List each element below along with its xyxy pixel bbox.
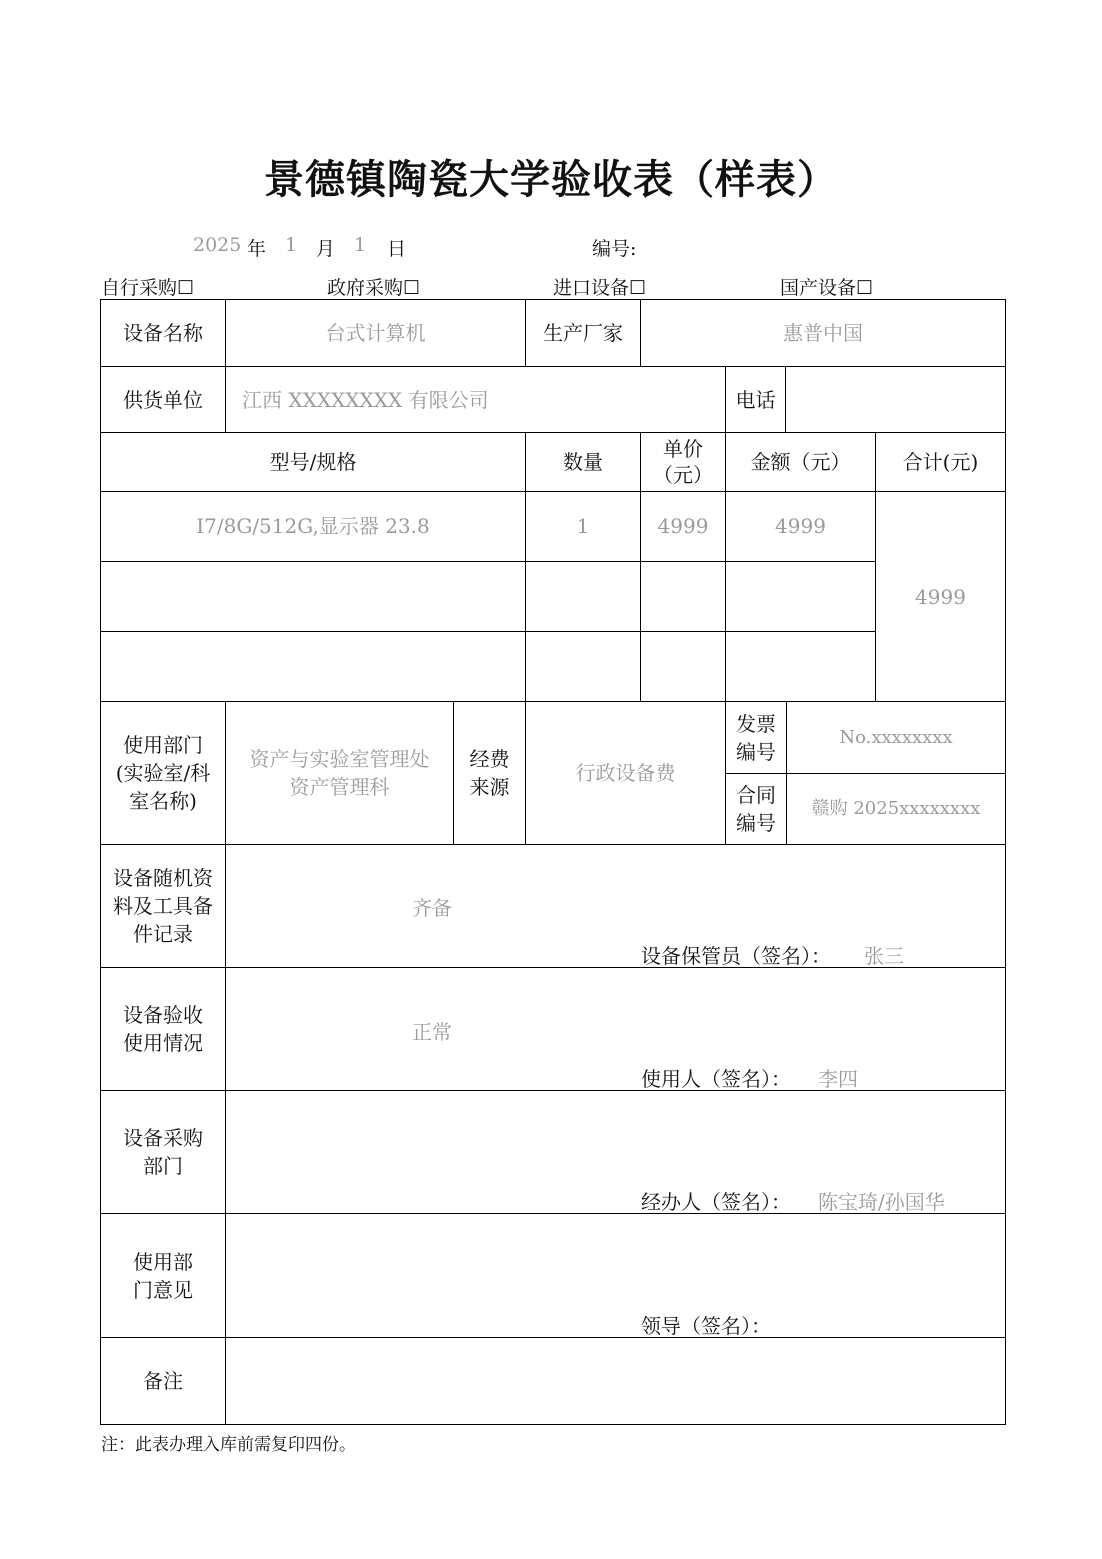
contract-number-field[interactable]: 赣购 2025xxxxxxxx — [811, 798, 981, 819]
amount-header: 金额（元） — [750, 450, 851, 474]
phone-field[interactable] — [786, 367, 1005, 432]
manufacturer-field[interactable]: 惠普中国 — [783, 321, 863, 345]
remark-field[interactable] — [226, 1338, 1005, 1424]
using-dept-field[interactable]: 资产与实验室管理处 资产管理科 — [249, 747, 430, 799]
contract-number-label: 合同 编号 — [736, 783, 776, 835]
equipment-name-field[interactable]: 台式计算机 — [325, 321, 426, 345]
invoice-number-field[interactable]: No.xxxxxxxx — [839, 726, 953, 748]
item-row-1-amount[interactable]: 4999 — [775, 514, 826, 538]
date-month-unit: 月 — [316, 238, 336, 260]
total-header: 合计(元) — [902, 450, 979, 474]
procurement-dept-label: 设备采购 部门 — [123, 1126, 203, 1178]
keeper-signature[interactable]: 张三 — [864, 944, 904, 968]
quantity-header: 数量 — [563, 450, 603, 474]
item-row-3-qty[interactable] — [526, 632, 640, 701]
handler-sign-label: 经办人（签名）： — [641, 1190, 791, 1214]
item-row-1-qty[interactable]: 1 — [576, 514, 590, 538]
date-month[interactable]: 1 — [285, 234, 298, 256]
checkbox-self-purchase[interactable]: 自行采购☐ — [101, 277, 195, 299]
supplier-label: 供货单位 — [123, 387, 203, 412]
serial-label: 编号: — [592, 238, 637, 260]
dept-opinion-label: 使用部 门意见 — [133, 1249, 193, 1302]
leader-sign-label: 领导（签名）： — [641, 1314, 771, 1338]
keeper-sign-label: 设备保管员（签名）： — [641, 944, 831, 968]
item-row-1-model[interactable]: I7/8G/512G,显示器 23.8 — [196, 514, 430, 538]
date-day[interactable]: 1 — [354, 234, 367, 256]
equipment-name-label: 设备名称 — [123, 321, 203, 345]
model-spec-header: 型号/规格 — [269, 450, 357, 474]
remark-label: 备注 — [143, 1369, 183, 1393]
invoice-number-label: 发票 编号 — [736, 711, 776, 764]
fund-source-field[interactable]: 行政设备费 — [575, 761, 676, 785]
acceptance-field[interactable]: 正常 — [412, 1020, 452, 1044]
handler-signature[interactable]: 陈宝琦/孙国华 — [818, 1190, 945, 1214]
supplier-field[interactable]: 江西 XXXXXXXX 有限公司 — [242, 387, 489, 412]
using-dept-label: 使用部门 (实验室/科 室名称) — [115, 733, 211, 813]
item-row-3-amount[interactable] — [726, 632, 875, 701]
grand-total-field[interactable]: 4999 — [915, 584, 966, 609]
fund-source-label: 经费 来源 — [469, 747, 510, 799]
item-row-2-unit-price[interactable] — [641, 562, 725, 631]
footnote: 注：此表办理入库前需复印四份。 — [101, 1435, 356, 1455]
acceptance-label: 设备验收 使用情况 — [123, 1003, 203, 1055]
date-year-unit: 年 — [247, 238, 267, 260]
item-row-2-model[interactable] — [101, 562, 525, 631]
item-row-2-qty[interactable] — [526, 562, 640, 631]
checkbox-imported[interactable]: 进口设备☐ — [553, 277, 647, 299]
phone-label: 电话 — [735, 387, 776, 412]
checkbox-gov-purchase[interactable]: 政府采购☐ — [327, 277, 421, 299]
item-row-3-unit-price[interactable] — [641, 632, 725, 701]
accessories-field[interactable]: 齐备 — [412, 896, 452, 920]
item-row-1-unit-price[interactable]: 4999 — [657, 514, 709, 538]
manufacturer-label: 生产厂家 — [543, 321, 623, 345]
form-title: 景德镇陶瓷大学验收表（样表） — [264, 157, 838, 203]
date-year[interactable]: 2025 — [193, 234, 242, 256]
checkbox-domestic[interactable]: 国产设备☐ — [780, 277, 874, 299]
item-row-3-model[interactable] — [101, 632, 525, 701]
user-sign-label: 使用人（签名）： — [641, 1067, 791, 1091]
item-row-2-amount[interactable] — [726, 562, 875, 631]
date-day-unit: 日 — [387, 238, 407, 260]
user-signature[interactable]: 李四 — [818, 1067, 858, 1091]
accessories-label: 设备随机资 料及工具备 件记录 — [113, 866, 213, 946]
unit-price-header: 单价 （元） — [653, 437, 713, 487]
